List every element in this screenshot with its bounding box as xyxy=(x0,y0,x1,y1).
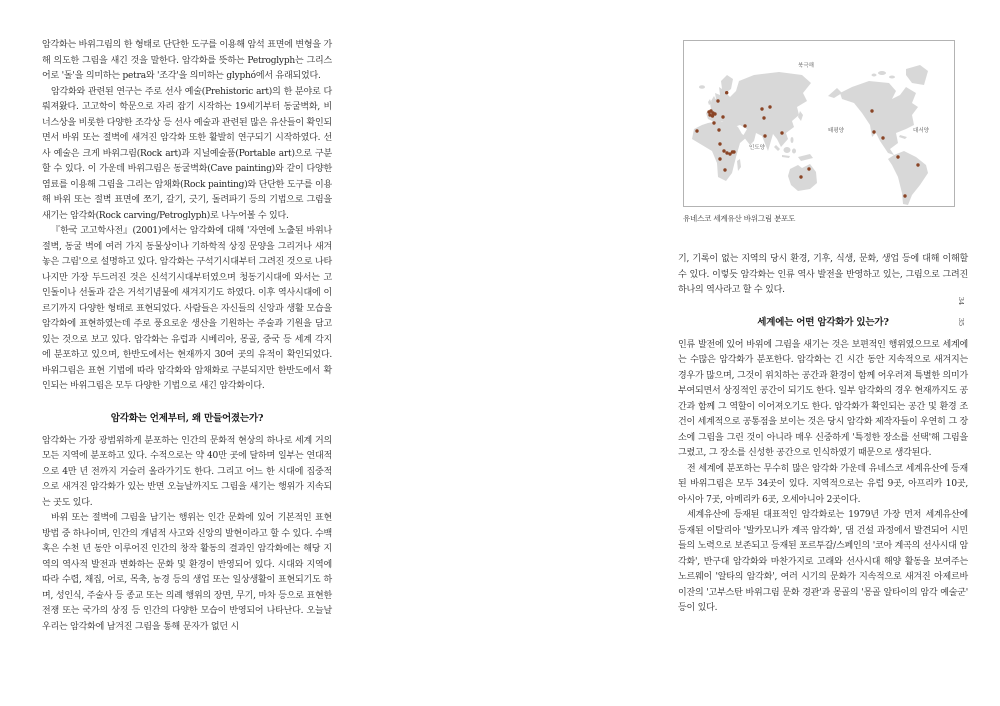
island-cuba xyxy=(899,135,907,139)
section-heading-world-rock-art: 세계에는 어떤 암각화가 있는가? xyxy=(757,316,889,328)
paragraph: 암각화는 바위그림의 한 형태로 단단한 도구를 이용해 암석 표면에 변형을 가해 의도한 그림을 새긴 것을 말한다. 암각화를 뜻하는 Petroglyph는 그리스어로 '돌'을 의미하는 petra와 '조각'을 의미하는 glyphó에서 유래되었다. xyxy=(42,40,332,81)
rock-art-site-dot xyxy=(713,112,716,115)
paragraph: 세계유산에 등재된 대표적인 암각화로는 1979년 가장 먼저 세계유산에 등재된 이탈리아 '발카모니카 계곡 암각화', 댐 건설 과정에서 발견되어 시민들의 노력으로 보존되고 등재된 포르투갈/스페인의 '코아 계곡의 선사시대 암각화', 반구대 암각화와 마찬가지로 고래와 선사시대 해양 활동을 보여주는 노르웨이 '알타의 암각화', 여러 시기의 문화가 지속적으로 새겨진 아제르바이잔의 '고부스탄 바위그림 문화 경관'과 몽골의 '몽골 알타이의 암각 예술군' 등이 있다. xyxy=(678,510,968,613)
left-page xyxy=(42,0,332,704)
page-number: 35 xyxy=(957,317,965,327)
arctic-island xyxy=(878,71,886,75)
rock-art-site-dot xyxy=(799,175,802,178)
rock-art-site-dot xyxy=(722,149,725,152)
rock-art-site-dot xyxy=(760,107,763,110)
island-madagascar xyxy=(737,159,741,171)
rock-art-site-dot xyxy=(870,109,873,112)
island-iceland xyxy=(699,85,705,89)
rock-art-site-dot xyxy=(723,168,726,171)
island-sumatra xyxy=(774,145,780,151)
rock-art-site-dot xyxy=(725,91,728,94)
map-caption: 유네스코 세계유산 바위그림 분포도 xyxy=(683,214,796,223)
rock-art-site-dot xyxy=(780,131,783,134)
rock-art-site-dot xyxy=(731,150,734,153)
rock-art-site-dot xyxy=(718,157,721,160)
rock-art-site-dot xyxy=(903,194,906,197)
page-number: 34 xyxy=(957,296,965,306)
paragraph: 바위 또는 절벽에 그림을 남기는 행위는 인간 문화에 있어 기본적인 표현 방법 중 하나이며, 인간의 개념적 사고와 신앙의 발현이라고 할 수 있다. 수백 혹은 수천 년 동안 이루어진 인간의 창작 활동의 결과인 암각화에는 해당 지역의 역사적 발전과 변화하는 문화 및 환경이 반영되어 있다. 시대와 지역에 따라 수렵, 채집, 어로, 목축, 농경 등의 생업 또는 일상생활이 표현되기도 하며, 성인식, 주술사 등 종교 또는 의례 행위의 장면, 무기, 마차 등으로 표현한 전쟁 또는 국가의 상징 등 인간의 다양한 모습이 반영되어 나타난다. 오늘날 우리는 암각화에 남겨진 그림을 통해 문자가 없던 시 xyxy=(42,513,332,632)
section-heading-when-why: 암각화는 언제부터, 왜 만들어졌는가? xyxy=(110,412,264,424)
paragraph: 『한국 고고학사전』(2001)에서는 암각화에 대해 '자연에 노출된 바위나 절벽, 동굴 벽에 여러 가지 동물상이나 기하학적 상징 문양을 그리거나 새겨놓은 그림'으로 설명하고 있다. 암각화는 구석기시대부터 그려진 것으로 나타나지만 가장 두드러진 것은 신석기시대부터였으며 청동기시대에 와서는 고인돌이나 선돌과 같은 거석기념물에 새겨지기도 하였다. 이후 역사시대에 이르기까지 다양한 형태로 표현되었다. 사람들은 자신들의 신앙과 생활 모습을 암각화에 표현하였는데 주로 풍요로운 생산을 기원하는 주술과 기원을 담고 있는 것으로 보고 있다. 암각화는 유럽과 시베리아, 몽골, 중국 등 세계 각지에 분포하고 있으며, 한반도에서는 현재까지 30여 곳의 유적이 확인되었다. 바위그림은 표현 기법에 따라 암각화와 암채화로 구분되지만 한반도에서 확인되는 바위그림은 모두 다양한 기법으로 새긴 암각화이다. xyxy=(42,226,332,391)
island-philippines xyxy=(791,137,794,143)
island-java xyxy=(782,155,790,158)
island-japan xyxy=(798,111,803,121)
ocean-label: 인도양 xyxy=(749,145,765,151)
rock-art-site-dot xyxy=(896,155,899,158)
ocean-label: 태평양 xyxy=(828,128,844,134)
island-borneo xyxy=(784,147,791,153)
paragraph: 인류 발전에 있어 바위에 그림을 새기는 것은 보편적인 행위였으므로 세계에는 수많은 암각화가 분포한다. 암각화는 긴 시간 동안 지속적으로 새겨지는 경우가 많으며, 그것이 위치하는 공간과 환경이 함께 어우러져 특별한 의미가 부여되면서 상징적인 공간이 되기도 한다. 일부 암각화의 경우 현재까지도 공간과 함께 그 역할이 이어져오기도 한다. 암각화가 확인되는 공간 및 환경 조건이 세계적으로 공통점을 보이는 것은 당시 암각화 제작자들이 우연히 그 장소에 그림을 그린 것이 아니라 매우 신중하게 '특정한 장소를 선택'해 그림을 그렸고, 그 장소를 신성한 공간으로 인식하였기 때문으로 생각된다. xyxy=(678,339,968,458)
rock-art-site-dot xyxy=(712,121,715,124)
island-new-guinea xyxy=(798,154,813,161)
arctic-island xyxy=(872,74,877,77)
rock-art-site-dot xyxy=(768,105,771,108)
rock-art-site-dot xyxy=(881,136,884,139)
world-map-figure xyxy=(683,40,955,224)
arctic-island xyxy=(889,76,895,79)
region-alaska xyxy=(828,88,842,98)
paragraph: 기, 기록이 없는 지역의 당시 환경, 기후, 식생, 문화, 생업 등에 대해 이해할 수 있다. 이렇듯 암각화는 인류 역사 발전을 반영하고 있는, 그림으로 그려진 하나의 역사라고 할 수 있다. xyxy=(678,254,968,295)
continent-north-america xyxy=(840,81,918,155)
rock-art-site-dot xyxy=(872,130,875,133)
paragraph: 전 세계에 분포하는 무수히 많은 암각화 가운데 유네스코 세계유산에 등재된 바위그림은 모두 34곳이 있다. 지역적으로는 유럽 9곳, 아프리카 10곳, 아시아 7곳, 아메리카 6곳, 오세아니아 2곳이다. xyxy=(678,463,968,505)
rock-art-site-dot xyxy=(695,129,698,132)
ocean-label: 북극해 xyxy=(798,63,814,69)
rock-art-site-dot xyxy=(762,116,765,119)
rock-art-site-dot xyxy=(743,124,746,127)
rock-art-site-dot xyxy=(716,99,719,102)
rock-art-site-dot xyxy=(807,167,810,170)
rock-art-site-dot xyxy=(763,134,766,137)
paragraph: 암각화는 가장 광범위하게 분포하는 인간의 문화적 현상의 하나로 세계 거의 모든 지역에 분포하고 있다. 수적으로는 약 40만 곳에 달하며 일부는 연대적으로 4만 년 전까지 거슬러 올라가기도 한다. 그리고 어느 한 시대에 집중적으로 새겨진 암각화가 있는 반면 오늘날까지도 그림을 새기는 행위가 지속되는 곳도 있다. xyxy=(42,435,332,508)
page-numbers xyxy=(955,297,967,326)
rock-art-site-dot xyxy=(916,163,919,166)
island-greenland xyxy=(906,65,928,85)
island-sulawesi xyxy=(792,149,796,154)
right-page xyxy=(678,0,968,706)
world-map-svg xyxy=(684,41,954,206)
paragraph: 암각화와 관련된 연구는 주로 선사 예술(Prehistoric art)의 한 분야로 다뤄져왔다. 고고학이 학문으로 자리 잡기 시작하는 19세기부터 동굴벽화, 비너스상을 비롯한 다양한 조각상 등 선사 예술과 관련된 많은 유산들이 확인되면서 바위 또는 절벽에 새겨진 암각화 또한 활발히 연구되기 시작하였다. 선사 예술은 크게 바위그림(Rock art)과 지닐예술품(Portable art)으로 구분할 수 있다. 이 가운데 바위그림은 동굴벽화(Cave painting)와 같이 다양한 염료를 이용해 그림을 그리는 암채화(Rock painting)와 단단한 도구를 이용해 바위 또는 절벽 표면에 쪼기, 갈기, 긋기, 돌려파기 등의 기법으로 그림을 새기는 암각화(Rock carving/Petroglyph)로 나누어볼 수 있다. xyxy=(42,86,332,221)
ocean-label: 대서양 xyxy=(913,128,929,134)
rock-art-site-dot xyxy=(721,115,724,118)
rock-art-site-dot xyxy=(725,151,728,154)
continent-south-america xyxy=(888,151,928,205)
rock-art-site-dot xyxy=(717,128,720,131)
world-map xyxy=(683,40,955,207)
rock-art-site-dot xyxy=(718,142,721,145)
